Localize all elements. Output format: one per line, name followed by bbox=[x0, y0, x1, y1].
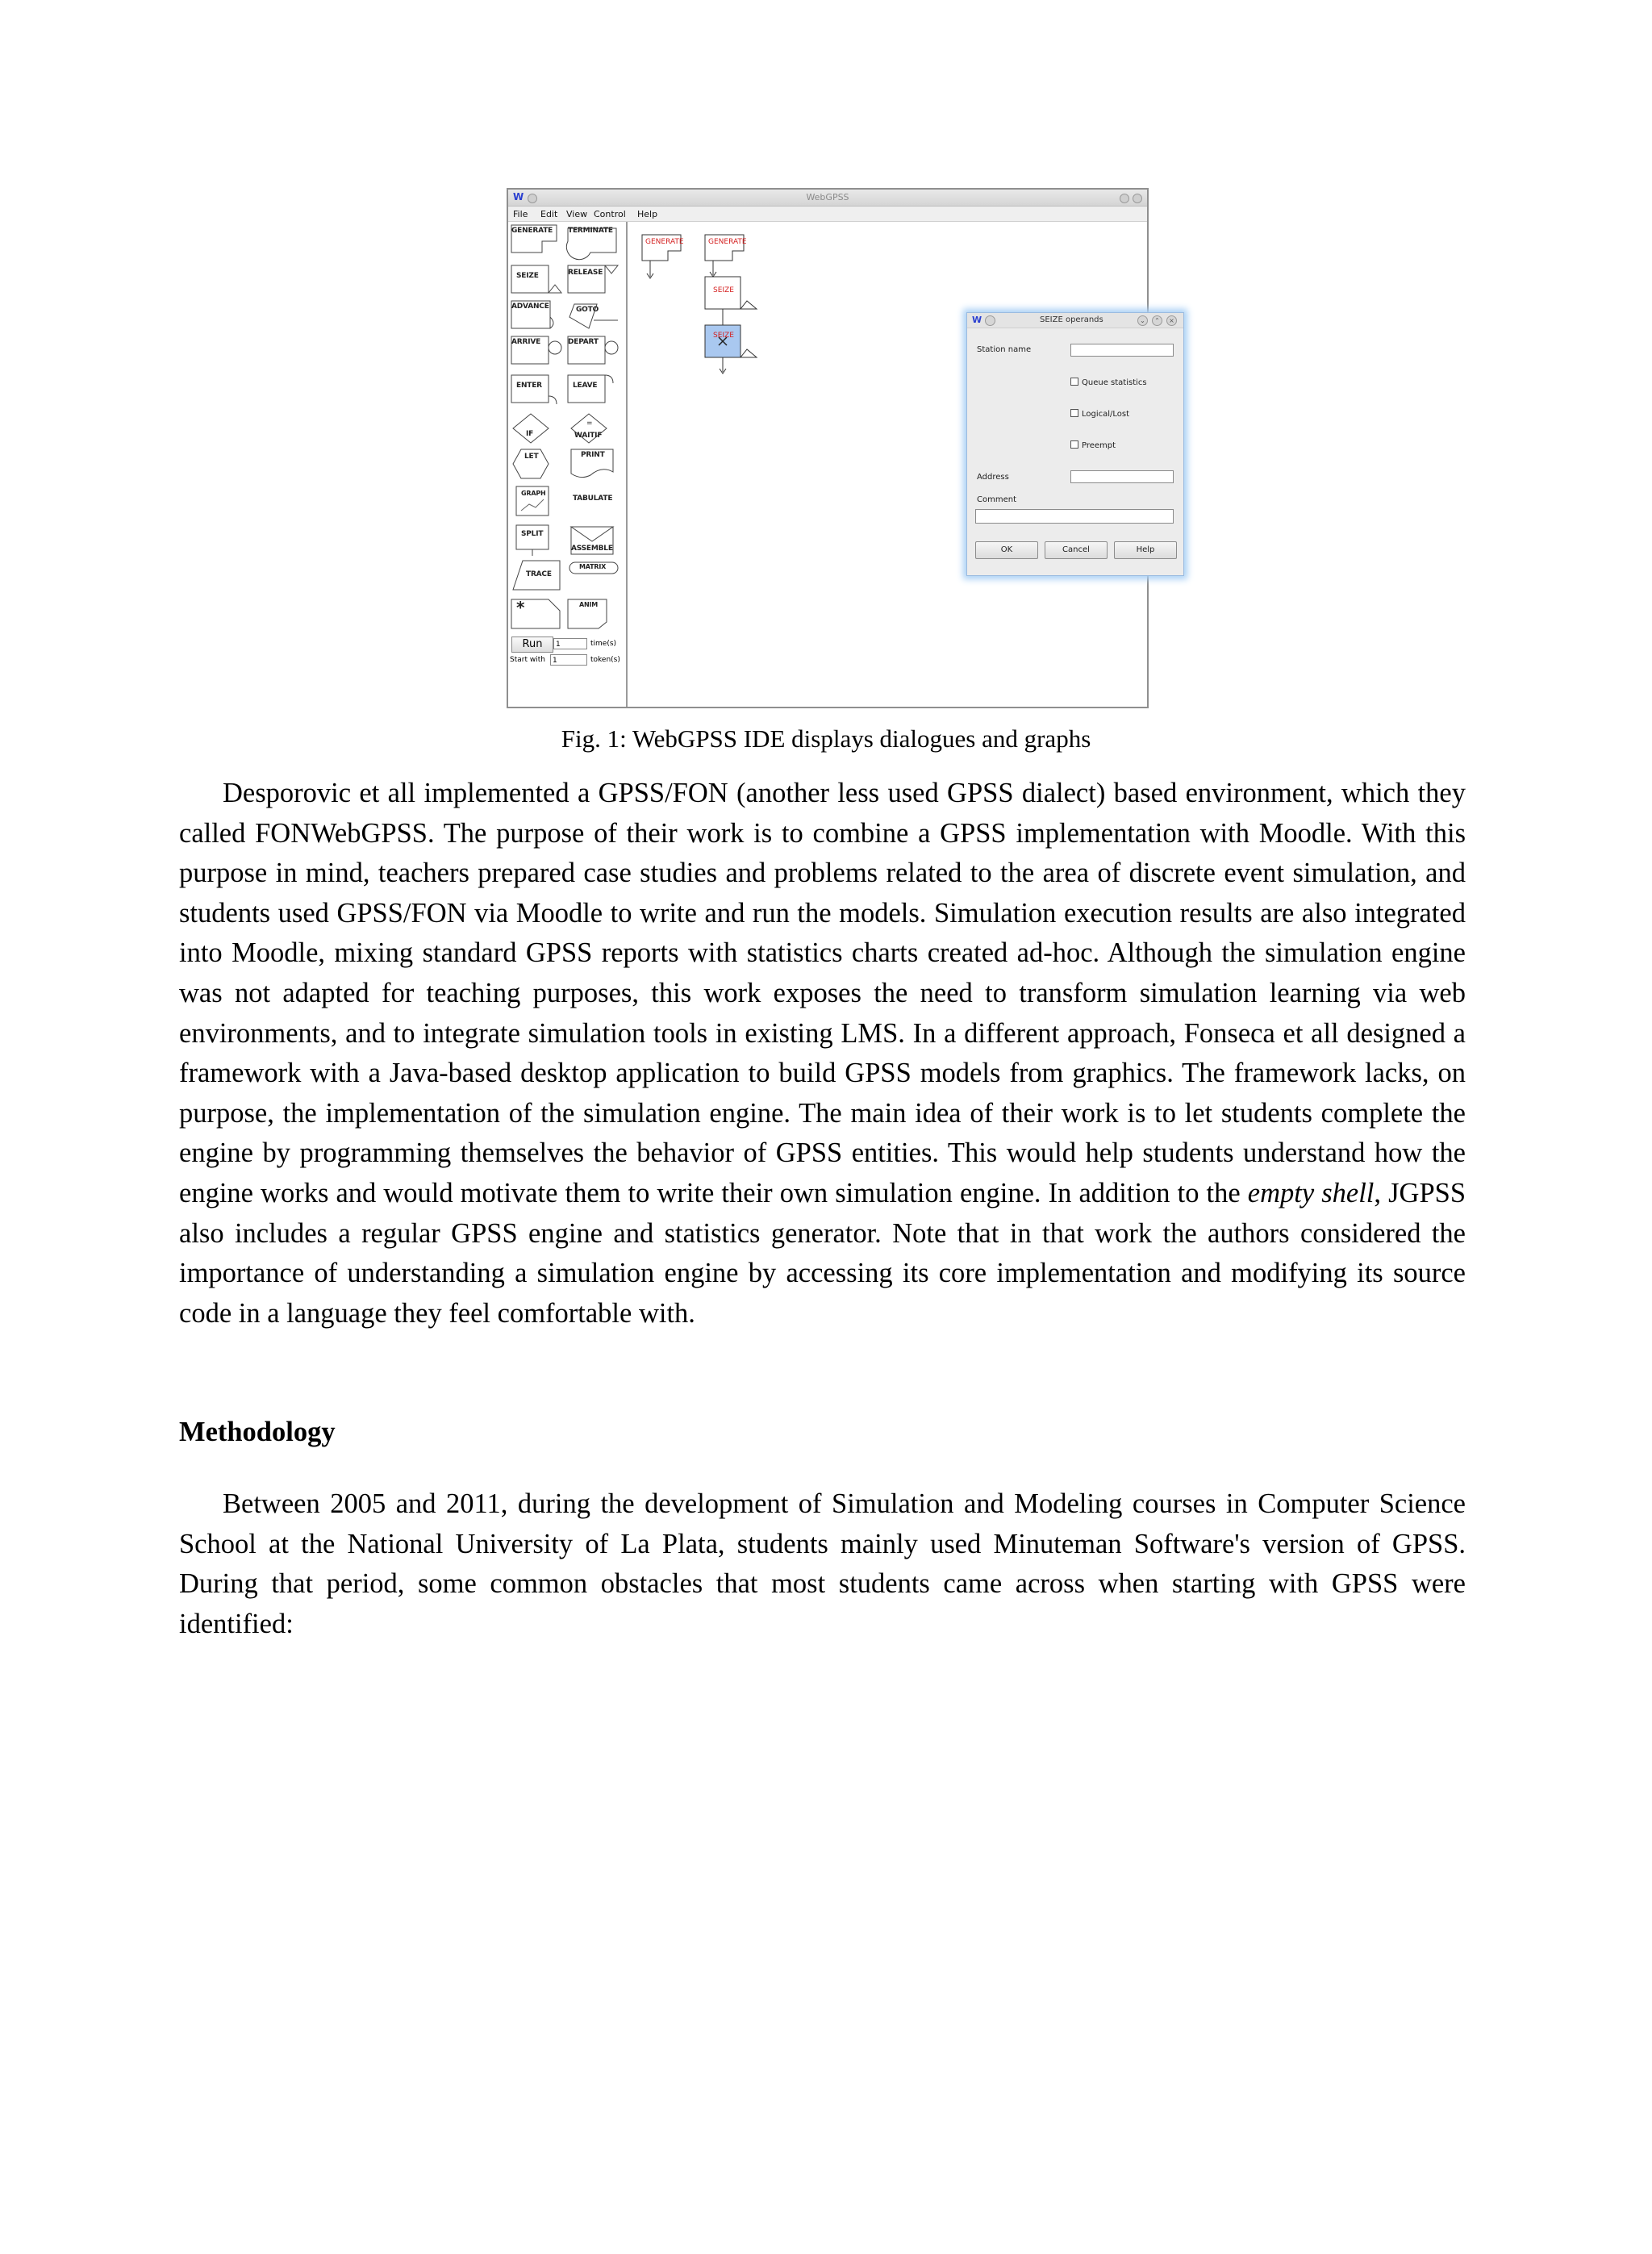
tool-seize[interactable]: SEIZE bbox=[510, 264, 563, 296]
seize-shape-icon bbox=[510, 264, 563, 296]
canvas-block-generate-2[interactable]: GENERATE bbox=[708, 238, 747, 246]
if-shape-icon bbox=[510, 412, 563, 445]
tool-release[interactable]: RELEASE bbox=[566, 264, 620, 296]
tool-graph[interactable]: GRAPH bbox=[510, 485, 563, 517]
ok-button[interactable]: OK bbox=[975, 541, 1038, 559]
run-button[interactable]: Run bbox=[511, 637, 553, 653]
tool-arrive[interactable]: ARRIVE bbox=[510, 335, 563, 367]
tool-goto[interactable]: GOTO bbox=[566, 299, 620, 332]
dialog-close-icon[interactable]: × bbox=[1166, 315, 1177, 326]
dialog-menu-icon[interactable] bbox=[985, 315, 995, 326]
menu-file[interactable]: File bbox=[513, 209, 528, 219]
tool-enter[interactable]: ENTER bbox=[510, 374, 563, 406]
tool-terminate[interactable]: TERMINATE bbox=[566, 223, 620, 256]
canvas-block-seize-1[interactable]: SEIZE bbox=[713, 286, 734, 294]
preempt-checkbox[interactable]: Preempt bbox=[1070, 440, 1116, 450]
figure-webgpss-screenshot bbox=[507, 188, 1174, 708]
tool-assemble[interactable]: ASSEMBLE bbox=[566, 524, 620, 556]
menu-help[interactable]: Help bbox=[637, 209, 658, 219]
menu-edit[interactable]: Edit bbox=[540, 209, 558, 219]
dialog-logo-icon: W bbox=[972, 315, 982, 325]
start-tokens-input[interactable]: 1 bbox=[550, 654, 587, 666]
address-label: Address bbox=[977, 473, 1009, 482]
canvas-block-seize-2[interactable]: SEIZE bbox=[713, 332, 734, 340]
dialog-title: SEIZE operands bbox=[1040, 315, 1103, 324]
tool-waitif[interactable]: = WAITIF bbox=[566, 412, 620, 445]
tool-comment[interactable]: * bbox=[510, 598, 563, 630]
station-name-input[interactable] bbox=[1070, 344, 1174, 357]
figure-caption: Fig. 1: WebGPSS IDE displays dialogues and graphs bbox=[561, 724, 1091, 753]
section-heading: Methodology bbox=[179, 1417, 336, 1447]
enter-shape-icon bbox=[510, 374, 563, 406]
run-times-input[interactable]: 1 bbox=[553, 638, 587, 649]
window-title: WebGPSS bbox=[806, 192, 849, 202]
tool-trace[interactable]: TRACE bbox=[510, 559, 563, 591]
model-canvas[interactable] bbox=[628, 222, 1174, 707]
minimize-icon[interactable] bbox=[1120, 194, 1129, 203]
tool-leave[interactable]: LEAVE bbox=[566, 374, 620, 406]
tool-matrix[interactable]: MATRIX bbox=[566, 559, 620, 591]
dialog-titlebar bbox=[967, 313, 1183, 328]
cancel-button[interactable]: Cancel bbox=[1045, 541, 1108, 559]
menubar bbox=[508, 207, 1147, 222]
close-icon[interactable] bbox=[1133, 194, 1142, 203]
address-input[interactable] bbox=[1070, 470, 1174, 483]
menu-view[interactable]: View bbox=[566, 209, 588, 219]
comment-input[interactable] bbox=[975, 509, 1174, 524]
body-paragraph-1: Desporovic et all implemented a GPSS/FON (another less used GPSS dialect) based environment, which they called FONWebGPSS. The purpose of their work is to combine a GPSS implementation with Moodle. With this purpose in mind, teachers prepared case studies and problems related to the area of discrete event simulation, and students used GPSS/FON via Moodle to write and run the models. Simulation execution results are also integrated into Moodle, mixing standard GPSS reports with statistics charts created ad-hoc. Although the simulation engine was not adapted for teaching purposes, this work exposes the need to transform simulation learning via web environments, and to integrate simulation tools in existing LMS. In a different approach, Fonseca et all designed a framework with a Java-based desktop application to build GPSS models from graphics. The framework lacks, on purpose, the implementation of the simulation engine. The main idea of their work is to let students complete the engine by programming themselves the behavior of GPSS entities. This would help students understand how the engine works and would motivate them to write their own simulation engine. In addition to the empty shell, JGPSS also includes a regular GPSS engine and statistics generator. Note that in that work the authors considered the importance of understanding a simulation engine by accessing its core implementation and modifying its source code in a language they feel comfortable with. bbox=[179, 778, 1466, 1329]
canvas-block-generate-1[interactable]: GENERATE bbox=[645, 238, 684, 246]
help-button[interactable]: Help bbox=[1114, 541, 1177, 559]
tool-advance[interactable]: ADVANCE bbox=[510, 299, 563, 332]
dialog-minimize-icon[interactable]: ⌄ bbox=[1137, 315, 1148, 326]
tool-split[interactable]: SPLIT bbox=[510, 524, 563, 556]
tool-anim[interactable]: ANIM bbox=[566, 598, 620, 630]
emphasis-empty-shell: empty shell bbox=[1247, 1177, 1375, 1208]
tool-if[interactable]: IF bbox=[510, 412, 563, 445]
tool-tabulate[interactable]: TABULATE bbox=[566, 485, 620, 517]
body-paragraph-2: Between 2005 and 2011, during the development of Simulation and Modeling courses in Computer Science School at the National University of La Plata, students mainly used Minuteman Software's version of GPSS. During that period, some common obstacles that most students came across when starting with GPSS were identified: bbox=[179, 1488, 1466, 1639]
dialog-maximize-icon[interactable]: ⌃ bbox=[1152, 315, 1162, 326]
waitif-shape-icon bbox=[566, 412, 620, 445]
tool-print[interactable]: PRINT bbox=[566, 448, 620, 480]
tool-depart[interactable]: DEPART bbox=[566, 335, 620, 367]
start-with-label: Start with bbox=[510, 656, 545, 664]
station-name-label: Station name bbox=[977, 345, 1032, 354]
window-titlebar bbox=[508, 190, 1147, 207]
menu-control[interactable]: Control bbox=[594, 209, 626, 219]
goto-shape-icon bbox=[566, 299, 620, 332]
logical-lost-checkbox[interactable]: Logical/Lost bbox=[1070, 409, 1129, 419]
svg-text:=: = bbox=[586, 419, 593, 428]
run-times-label: time(s) bbox=[590, 640, 617, 648]
block-palette bbox=[508, 222, 628, 707]
seize-operands-dialog bbox=[966, 312, 1184, 576]
tool-let[interactable]: LET bbox=[510, 448, 563, 480]
queue-statistics-checkbox[interactable]: Queue statistics bbox=[1070, 378, 1147, 387]
comment-label: Comment bbox=[977, 495, 1016, 504]
app-logo-icon: W bbox=[513, 191, 524, 202]
split-shape-icon bbox=[510, 524, 563, 556]
tokens-label: token(s) bbox=[590, 656, 620, 664]
leave-shape-icon bbox=[566, 374, 620, 406]
tool-generate[interactable]: GENERATE bbox=[510, 223, 563, 256]
